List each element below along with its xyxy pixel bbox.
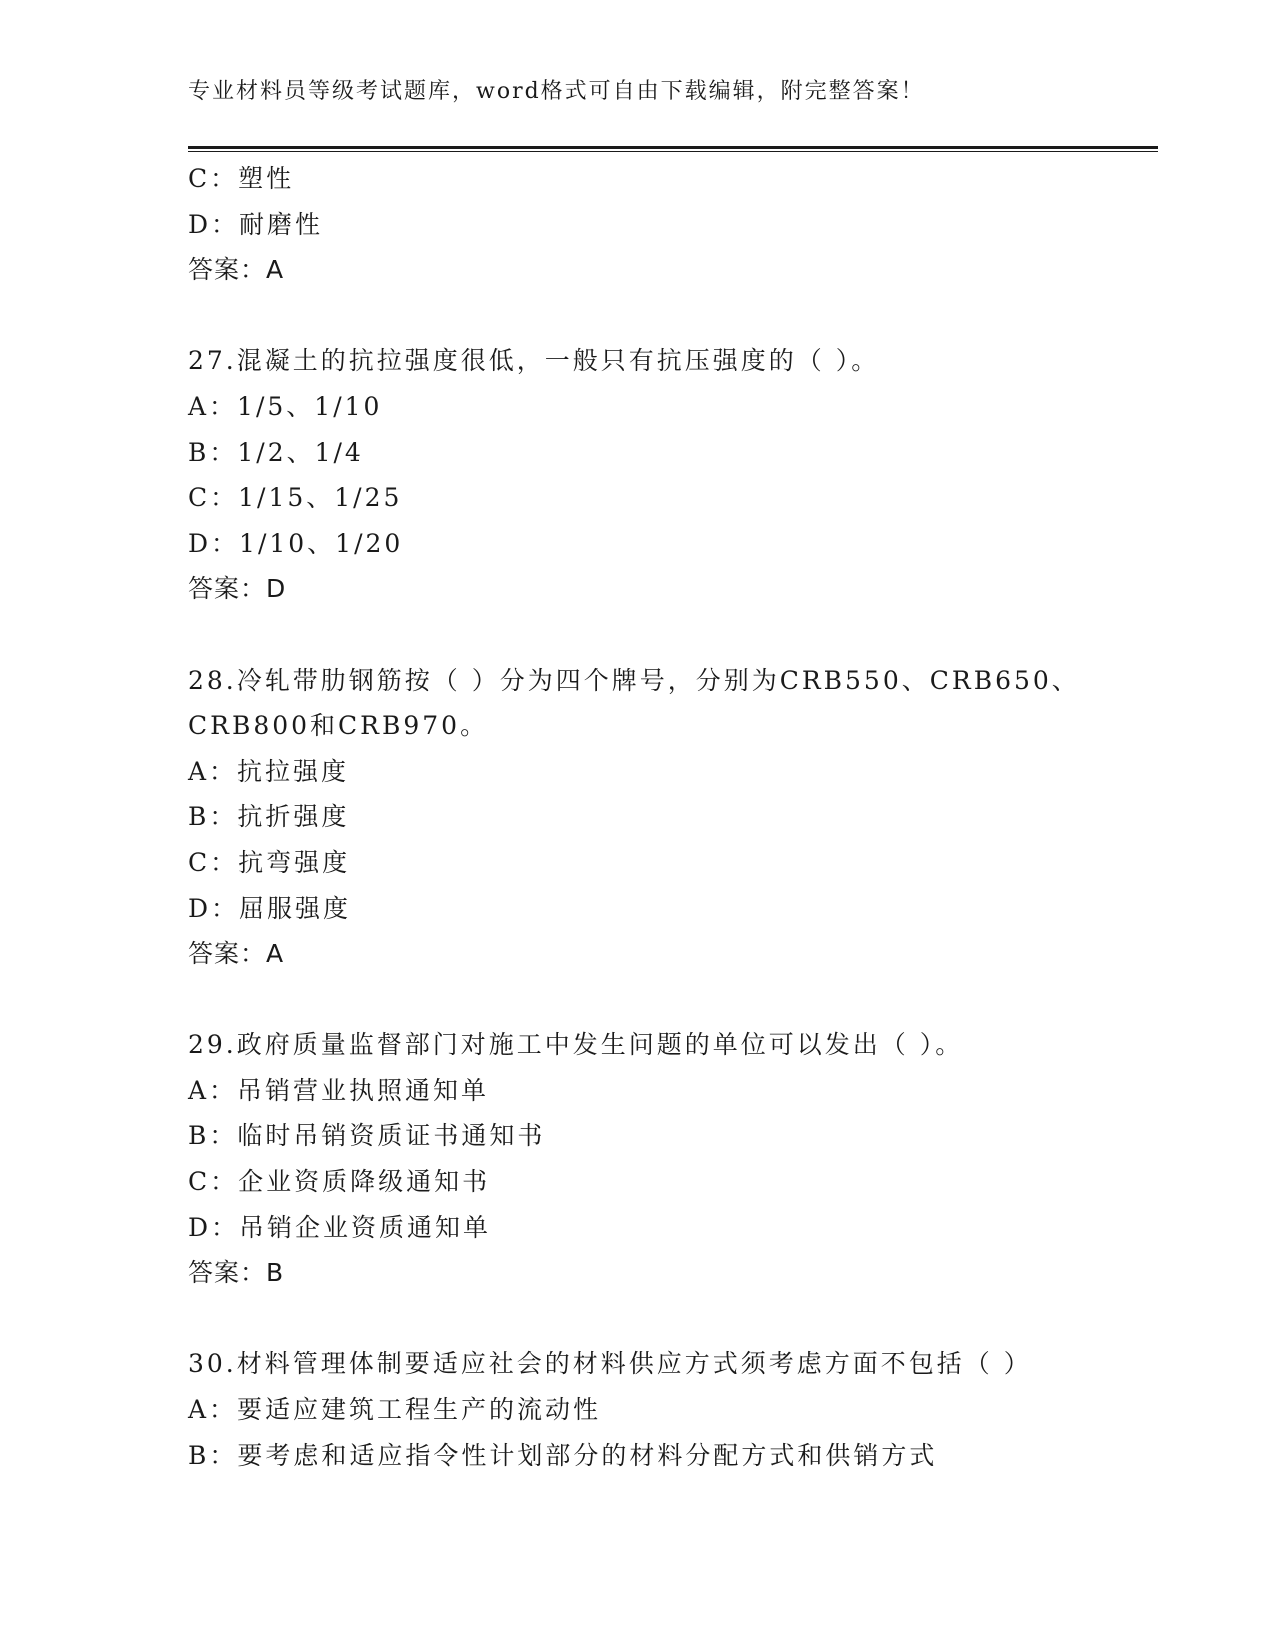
question-content	[188, 156, 1080, 1478]
option-a: A：抗拉强度	[188, 756, 350, 786]
option-d: D：屈服强度	[188, 893, 352, 923]
question-30: 30.材料管理体制要适应社会的材料供应方式须考虑方面不包括（ ）	[188, 1349, 1032, 1379]
option-d: D：耐磨性	[188, 209, 324, 239]
option-b: B：要考虑和适应指令性计划部分的材料分配方式和供销方式	[188, 1440, 938, 1470]
option-b: B：临时吊销资质证书通知书	[188, 1121, 546, 1151]
question-gap	[188, 612, 1068, 658]
question-gap	[188, 293, 1068, 339]
option-a: A：吊销营业执照通知单	[188, 1075, 490, 1105]
option-d: D：1/10、1/20	[188, 528, 404, 558]
answer-line: 答案：B	[188, 1258, 285, 1288]
header-divider-thin	[188, 151, 1158, 152]
answer-line: 答案：A	[188, 255, 285, 285]
option-c: C：企业资质降级通知书	[188, 1167, 491, 1197]
option-b: B：抗折强度	[188, 802, 350, 832]
question-29: 29.政府质量监督部门对施工中发生问题的单位可以发出（ ）。	[188, 1030, 964, 1060]
question-28: 28.冷轧带肋钢筋按（ ）分为四个牌号，分别为CRB550、CRB650、	[188, 665, 1080, 695]
option-c: C：塑性	[188, 164, 295, 193]
question-27: 27.混凝土的抗拉强度很低，一般只有抗压强度的（ ）。	[188, 346, 880, 376]
question-gap	[188, 977, 1068, 1023]
option-a: A：1/5、1/10	[188, 391, 383, 421]
option-c: C：抗弯强度	[188, 847, 351, 877]
question-gap	[188, 1296, 1068, 1342]
option-b: B：1/2、1/4	[188, 437, 364, 467]
answer-line: 答案：A	[188, 939, 285, 969]
question-28-continued: CRB800和CRB970。	[188, 711, 489, 741]
option-a: A：要适应建筑工程生产的流动性	[188, 1395, 602, 1425]
answer-line: 答案：D	[188, 574, 287, 604]
option-c: C：1/15、1/25	[188, 483, 403, 513]
option-d: D：吊销企业资质通知单	[188, 1212, 492, 1242]
header-divider	[188, 146, 1158, 149]
page-header: 专业材料员等级考试题库，word格式可自由下载编辑，附完整答案！	[188, 79, 925, 104]
